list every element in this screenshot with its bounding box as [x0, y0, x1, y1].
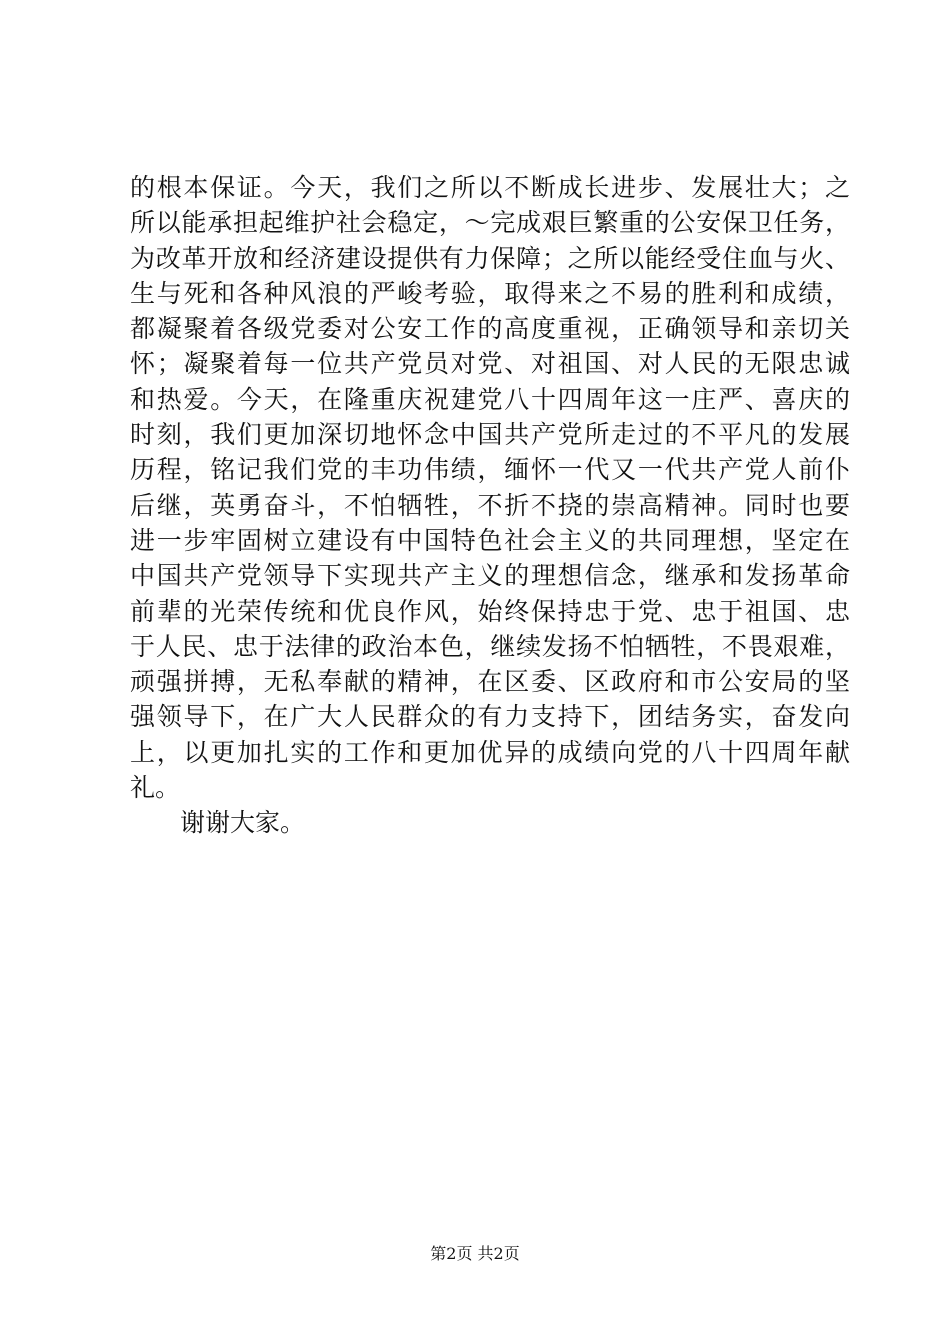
- paragraph-line: 进一步牢固树立建设有中国特色社会主义的共同理想，坚定在: [130, 525, 850, 555]
- paragraph-line: 生与死和各种风浪的严峻考验，取得来之不易的胜利和成绩，: [130, 278, 850, 308]
- page-number-label: 第2页 共2页: [430, 1244, 520, 1263]
- paragraph-line: 为改革开放和经济建设提供有力保障；之所以能经受住血与火、: [130, 243, 850, 273]
- paragraph-line: 所以能承担起维护社会稳定，～完成艰巨繁重的公安保卫任务，: [130, 208, 850, 238]
- page-footer: [0, 1243, 950, 1265]
- paragraph-line: 和热爱。今天，在隆重庆祝建党八十四周年这一庄严、喜庆的: [130, 384, 850, 414]
- paragraph-line: 历程，铭记我们党的丰功伟绩，缅怀一代又一代共产党人前仆: [130, 455, 850, 485]
- speech-body: [130, 170, 850, 841]
- paragraph-line: 后继，英勇奋斗，不怕牺牲，不折不挠的崇高精神。同时也要: [130, 490, 850, 520]
- paragraph-line: 中国共产党领导下实现共产主义的理想信念，继承和发扬革命: [130, 561, 850, 591]
- paragraph-line: 时刻，我们更加深切地怀念中国共产党所走过的不平凡的发展: [130, 420, 850, 450]
- paragraph-line: 顽强拼搏，无私奉献的精神，在区委、区政府和市公安局的坚: [130, 667, 850, 697]
- paragraph-line: 怀；凝聚着每一位共产党员对党、对祖国、对人民的无限忠诚: [130, 349, 850, 379]
- paragraph-line: 于人民、忠于法律的政治本色，继续发扬不怕牺牲，不畏艰难，: [130, 631, 850, 661]
- paragraph-line: 强领导下，在广大人民群众的有力支持下，团结务实，奋发向: [130, 702, 850, 732]
- paragraph-line: 上，以更加扎实的工作和更加优异的成绩向党的八十四周年献: [130, 737, 850, 767]
- paragraph-line: 都凝聚着各级党委对公安工作的高度重视，正确领导和亲切关: [130, 314, 850, 344]
- paragraph-line: 礼。: [130, 773, 181, 803]
- paragraph-line: 的根本保证。今天，我们之所以不断成长进步、发展壮大；之: [130, 173, 850, 202]
- closing-line: 谢谢大家。: [180, 808, 306, 838]
- paragraph-line: 前辈的光荣传统和优良作风，始终保持忠于党、忠于祖国、忠: [130, 596, 850, 626]
